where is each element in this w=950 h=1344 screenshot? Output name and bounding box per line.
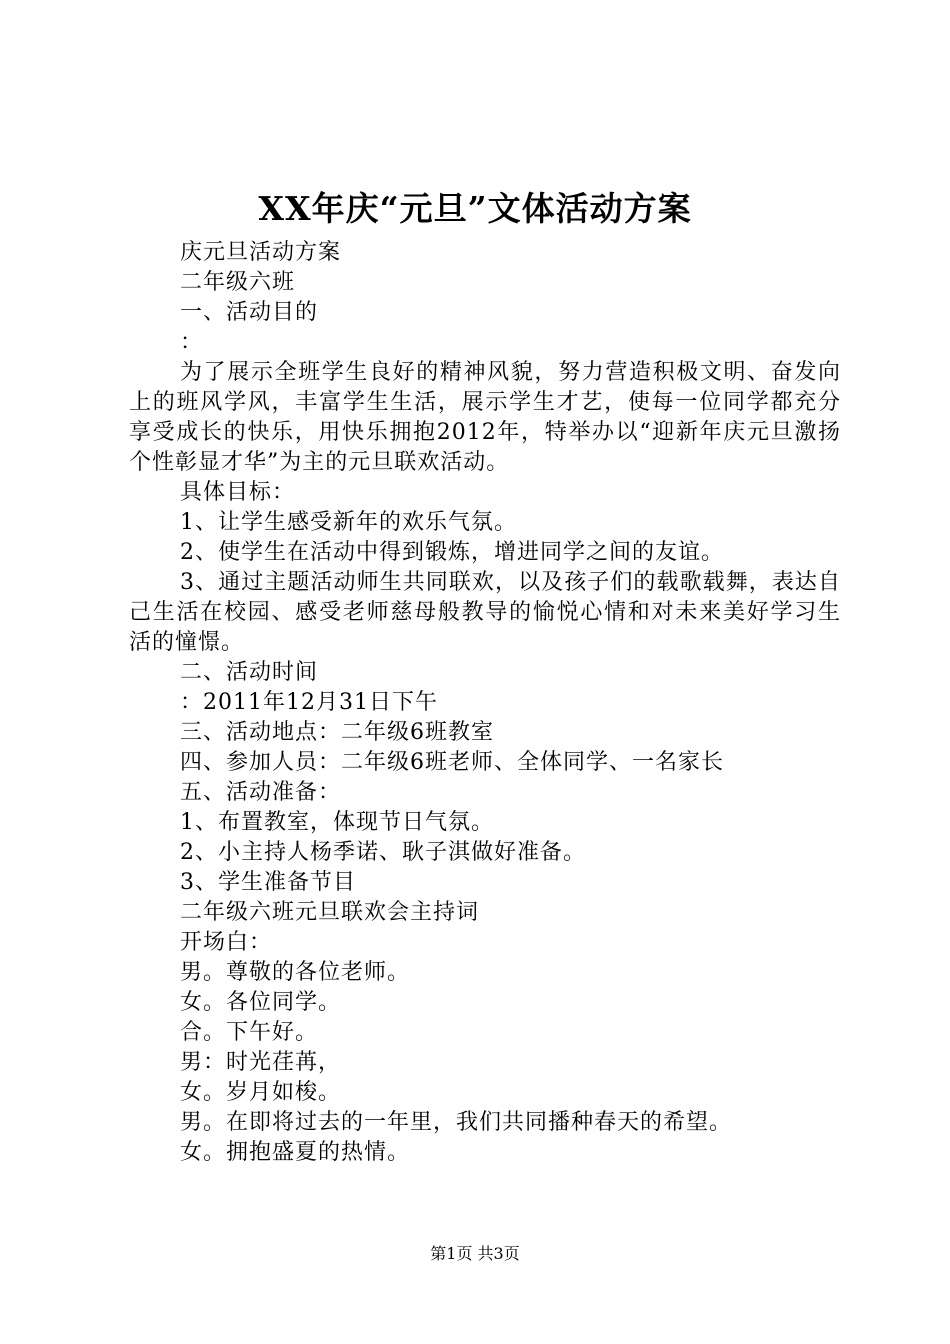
page-footer: 第1页 共3页 — [430, 1244, 520, 1263]
paragraph: 四、参加人员：二年级6班老师、全体同学、一名家长 — [180, 750, 724, 775]
paragraph: ： — [180, 330, 204, 355]
paragraph: 女。岁月如梭。 — [180, 1080, 342, 1105]
paragraph: 2、使学生在活动中得到锻炼，增进同学之间的友谊。 — [180, 540, 724, 565]
paragraph: 庆元旦活动方案 — [180, 240, 342, 265]
paragraph: 女。拥抱盛夏的热情。 — [180, 1140, 411, 1165]
paragraph: 男。在即将过去的一年里，我们共同播种春天的希望。 — [180, 1110, 733, 1135]
paragraph: 男：时光荏苒， — [180, 1050, 342, 1075]
document-body — [129, 238, 841, 1168]
paragraph: 二、活动时间 — [180, 660, 319, 685]
paragraph: 具体目标： — [180, 480, 296, 505]
paragraph: ：2011年12月31日下午 — [180, 690, 438, 715]
paragraph: 为了展示全班学生良好的精神风貌，努力营造积极文明、奋发向上的班风学风，丰富学生生活，展示学生才艺，使每一位同学都充分享受成长的快乐，用快乐拥抱2012年，特举办以“迎新年庆元旦激扬个性彰显才华”为主的元旦联欢活动。 — [129, 360, 841, 475]
paragraph: 五、活动准备： — [180, 780, 342, 805]
paragraph: 女。各位同学。 — [180, 990, 342, 1015]
paragraph: 合。下午好。 — [180, 1020, 319, 1045]
paragraph: 1、让学生感受新年的欢乐气氛。 — [180, 510, 517, 535]
paragraph: 二年级六班 — [180, 270, 296, 295]
paragraph: 男。尊敬的各位老师。 — [180, 960, 411, 985]
paragraph: 一、活动目的 — [180, 300, 319, 325]
paragraph: 3、学生准备节目 — [180, 870, 356, 895]
paragraph: 开场白： — [180, 930, 273, 955]
paragraph: 2、小主持人杨季诺、耿子淇做好准备。 — [180, 840, 586, 865]
paragraph: 1、布置教室，体现节日气氛。 — [180, 810, 494, 835]
paragraph: 三、活动地点：二年级6班教室 — [180, 720, 494, 745]
paragraph: 3、通过主题活动师生共同联欢，以及孩子们的载歌载舞，表达自己生活在校园、感受老师慈母般教导的愉悦心情和对未来美好学习生活的憧憬。 — [129, 570, 841, 655]
paragraph: 二年级六班元旦联欢会主持词 — [180, 900, 480, 925]
document-title: XX年庆“元旦”文体活动方案 — [258, 189, 692, 228]
